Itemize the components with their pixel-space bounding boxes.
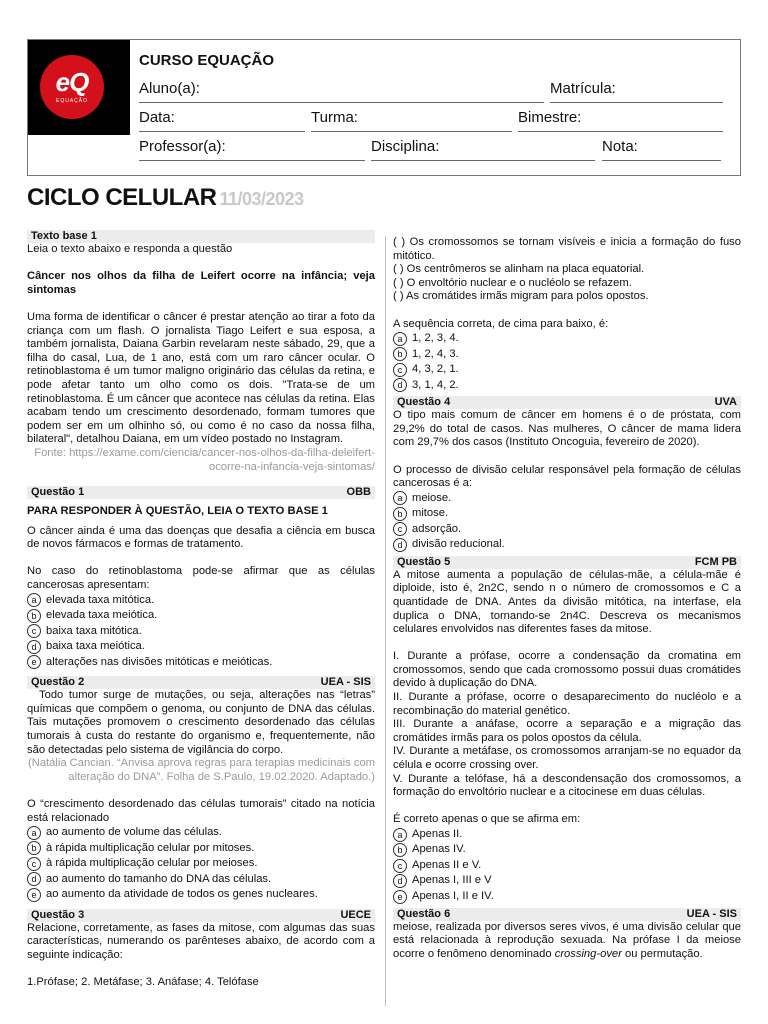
- option-text: alterações nas divisões mitóticas e meióticas.: [46, 655, 273, 668]
- option-letter-circle: b: [393, 347, 407, 361]
- option-text: à rápida multiplicação celular por meioses.: [46, 857, 258, 870]
- question-4-option-d[interactable]: [393, 537, 741, 553]
- question-2-option-e[interactable]: [27, 887, 375, 903]
- question-5-option-a[interactable]: [393, 827, 741, 843]
- option-text: 1, 2, 4, 3.: [412, 347, 459, 360]
- question-4-label: Questão 4: [397, 396, 451, 409]
- question-5-option-b[interactable]: [393, 843, 741, 859]
- option-letter-circle: b: [27, 841, 41, 855]
- question-1-origin: OBB: [346, 486, 371, 499]
- question-5-options: [393, 827, 741, 905]
- question-5-item: V. Durante a telófase, há a descondensação dos cromossomos, a formação do envoltório nuclear e a citocinese em duas células.: [393, 772, 741, 799]
- question-3-option-c[interactable]: [393, 362, 741, 378]
- question-5-item: IV. Durante a metáfase, os cromossomos arranjam-se no equador da célula e ocorre crossing over.: [393, 745, 741, 772]
- logo: [40, 55, 104, 119]
- option-text: meiose.: [412, 491, 452, 504]
- question-1-options: [27, 593, 375, 671]
- question-4-header: [393, 396, 741, 409]
- question-1-option-c[interactable]: [27, 624, 375, 640]
- question-5-item: I. Durante a prófase, ocorre a condensação da cromatina em cromossomos, sendo que cada cromossomo possui duas cromátides devido à duplicação do DNA.: [393, 650, 741, 690]
- question-1-instruction: PARA RESPONDER À QUESTÃO, LEIA O TEXTO BASE 1: [27, 505, 328, 518]
- option-text: divisão reducional.: [412, 538, 505, 551]
- option-text: baixa taxa mitótica.: [46, 624, 142, 637]
- question-5-option-d[interactable]: [393, 874, 741, 890]
- option-letter-circle: e: [27, 888, 41, 902]
- question-5-text: A mitose aumenta a população de células-mãe, a célula-mãe é diploide, isto é, 2n2C, sendo n o número de cromossomos e C a quantidade de DNA. Antes da divisão mitótica, na interfase, ela duplica o DNA, tornando-se 2n4C. Descreva os mecanismos celulares envolvidos nas diferentes fases da mitose.: [393, 568, 741, 636]
- question-4-prompt: O processo de divisão celular responsável pela formação de células cancerosas é a:: [393, 463, 741, 490]
- question-6-text: [393, 921, 741, 962]
- option-letter-circle: c: [393, 522, 407, 536]
- question-6-label: Questão 6: [397, 907, 451, 920]
- question-4-origin: UVA: [714, 396, 737, 409]
- question-1-label: Questão 1: [31, 486, 85, 499]
- matricula-field[interactable]: Matrícula:: [550, 80, 723, 103]
- option-letter-circle: a: [27, 593, 41, 607]
- question-3-options: [393, 331, 741, 393]
- question-2-origin: UEA - SIS: [320, 676, 371, 689]
- option-letter-circle: e: [393, 890, 407, 904]
- course-title: CURSO EQUAÇÃO: [139, 52, 275, 69]
- question-5-option-c[interactable]: [393, 858, 741, 874]
- option-letter-circle: a: [27, 826, 41, 840]
- logo-subtext: EQUAÇÃO: [55, 98, 88, 104]
- option-text: ao aumento da atividade de todos os genes nucleares.: [46, 888, 318, 901]
- option-text: ao aumento do tamanho do DNA das células.: [46, 872, 272, 885]
- texto-base-header: [27, 230, 375, 243]
- question-2-option-d[interactable]: [27, 872, 375, 888]
- question-4-option-a[interactable]: [393, 491, 741, 507]
- question-3-items: [393, 236, 741, 304]
- header-box: [27, 39, 741, 176]
- aluno-field[interactable]: Aluno(a):: [139, 80, 544, 103]
- article-source: Fonte: https://exame.com/ciencia/cancer-nos-olhos-da-filha-deleifert-ocorre-na-infancia-veja-sintomas/: [34, 446, 375, 473]
- option-text: elevada taxa mitótica.: [46, 593, 155, 606]
- texto-base-label: Texto base 1: [31, 230, 97, 242]
- option-letter-circle: c: [393, 363, 407, 377]
- question-2-header: [27, 676, 375, 689]
- option-text: adsorção.: [412, 522, 462, 535]
- question-1-header: [27, 486, 375, 499]
- question-4-option-b[interactable]: [393, 506, 741, 522]
- question-2-source: (Natália Cancian. “Anvisa aprova regras para terapias medicinais com alteração do DNA”. Folha de S.Paulo, 19.02.2020. Adaptado.): [28, 757, 375, 783]
- question-3-legend: 1.Prófase; 2. Metáfase; 3. Anáfase; 4. Telófase: [27, 975, 259, 988]
- question-3-item: ( ) O envoltório nuclear e o nucléolo se refazem.: [393, 276, 632, 289]
- option-text: baixa taxa meiótica.: [46, 640, 145, 653]
- question-2-prompt: O “crescimento desordenado das células tumorais” citado na notícia está relacionado: [27, 797, 375, 824]
- texto-base-instruction: Leia o texto abaixo e responda a questão: [27, 243, 233, 255]
- question-6-term: crossing-over: [554, 947, 622, 960]
- question-3-option-d[interactable]: [393, 378, 741, 394]
- option-text: Apenas II e V.: [412, 858, 482, 871]
- option-text: ao aumento de volume das células.: [46, 826, 223, 839]
- question-6-text-c: ou permutação.: [621, 947, 703, 960]
- question-2-text: Todo tumor surge de mutações, ou seja, alterações nas “letras” químicas que compõem o genoma, ou conjunto de DNA das células. Tais mutações promovem o crescimento desordenado das células tumorais à custa do restante do organismo e, frequentemente, não são detectadas pelo sistema de vigilância do corpo.: [27, 689, 375, 756]
- question-4-text: O tipo mais comum de câncer em homens é o de próstata, com 29,2% do total de casos. Nas mulheres, O câncer de mama lidera com 29,7% dos casos (Instituto Oncoguia, fevereiro de 2020).: [393, 409, 741, 449]
- option-text: 4, 3, 2, 1.: [412, 363, 459, 376]
- question-5-prompt: É correto apenas o que se afirma em:: [393, 813, 581, 826]
- right-column: [393, 236, 741, 961]
- logo-block: [28, 40, 130, 135]
- question-3-header: [27, 909, 375, 922]
- option-text: à rápida multiplicação celular por mitoses.: [46, 841, 255, 854]
- option-letter-circle: d: [393, 538, 407, 552]
- title-date: 11/03/2023: [219, 189, 304, 209]
- option-text: Apenas I, III e V: [412, 874, 492, 887]
- option-text: 3, 1, 4, 2.: [412, 378, 459, 391]
- question-1-option-a[interactable]: [27, 593, 375, 609]
- disciplina-field[interactable]: Disciplina:: [371, 138, 595, 161]
- question-3-origin: UECE: [340, 908, 371, 921]
- professor-field[interactable]: Professor(a):: [139, 138, 365, 161]
- question-3-text: Relacione, corretamente, as fases da mitose, com algumas das suas características, numerando os parênteses abaixo, de acordo com a seguinte indicação:: [27, 921, 375, 961]
- question-2-option-b[interactable]: [27, 841, 375, 857]
- left-column: [27, 230, 375, 990]
- question-5-item: II. Durante a prófase, ocorre o desaparecimento do nucléolo e a recombinação do material genético.: [393, 691, 741, 717]
- question-5-label: Questão 5: [397, 555, 451, 568]
- option-letter-circle: d: [27, 872, 41, 886]
- question-1-option-d[interactable]: [27, 639, 375, 655]
- option-text: Apenas II.: [412, 827, 463, 840]
- turma-field[interactable]: Turma:: [311, 109, 512, 132]
- question-1-text: O câncer ainda é uma das doenças que desafia a ciência em busca de novos fármacos e formas de tratamento.: [27, 524, 375, 551]
- question-4-options: [393, 491, 741, 553]
- question-3-option-a[interactable]: [393, 331, 741, 347]
- option-letter-circle: b: [393, 843, 407, 857]
- question-5-header: [393, 556, 741, 569]
- option-letter-circle: b: [393, 507, 407, 521]
- question-1-option-e[interactable]: [27, 655, 375, 671]
- column-divider: [385, 236, 386, 1006]
- option-letter-circle: d: [393, 378, 407, 392]
- nota-field[interactable]: Nota:: [602, 138, 721, 161]
- question-5-items: [393, 650, 741, 800]
- question-3-prompt: A sequência correta, de cima para baixo, é:: [393, 317, 609, 330]
- question-6-header: [393, 908, 741, 921]
- option-letter-circle: c: [27, 624, 41, 638]
- option-text: 1, 2, 3, 4.: [412, 332, 459, 345]
- article-body: Uma forma de identificar o câncer é prestar atenção ao tirar a foto da criança com um flash. O jornalista Tiago Leifert e sua esposa, a também jornalista, Daiana Garbin revelaram neste sábado, 29, que a filha do casal, Lua, de 1 ano, está com um raro câncer ocular. O retinoblastoma é um tumor maligno originário das células da retina, e pode afetar tanto um olho como os dois. "Trata-se de um retinoblastoma. É um câncer que acontece nas células da retina. Elas acabam tendo um crescimento desordenado, formam tumores que podem ser em um olhinho só, ou como é no caso da nossa filha, bilateral", detalhou Daiana, em um vídeo postado no Instagram.: [27, 310, 375, 446]
- question-6-text-a: meiose, realizada por diversos seres vivos, é uma divisão celular que está relacionada à reprodução sexuada. Na prófase I da meiose ocorre o fenômeno denominado: [393, 920, 741, 960]
- question-6-origin: UEA - SIS: [686, 907, 737, 920]
- question-3-item: ( ) As cromátides irmãs migram para polos opostos.: [393, 290, 649, 303]
- question-5-item: III. Durante a anáfase, ocorre a separação e a migração das cromátides irmãs para os polos opostos da célula.: [393, 718, 741, 744]
- question-3-option-b[interactable]: [393, 347, 741, 363]
- question-2-label: Questão 2: [31, 676, 85, 689]
- question-5-origin: FCM PB: [694, 555, 737, 568]
- option-letter-circle: e: [27, 655, 41, 669]
- question-1-option-b[interactable]: [27, 608, 375, 624]
- logo-text: eQ: [55, 67, 89, 97]
- question-5-option-e[interactable]: [393, 889, 741, 905]
- article-headline: Câncer nos olhos da filha de Leifert ocorre na infância; veja sintomas: [27, 270, 375, 296]
- question-3-label: Questão 3: [31, 908, 85, 921]
- option-text: Apenas I, II e IV.: [412, 889, 494, 902]
- option-letter-circle: c: [393, 859, 407, 873]
- option-letter-circle: d: [393, 874, 407, 888]
- title-text: CICLO CELULAR: [27, 184, 217, 211]
- option-text: mitose.: [412, 507, 449, 520]
- question-3-item: ( ) Os centrômeros se alinham na placa equatorial.: [393, 263, 645, 276]
- option-letter-circle: a: [393, 491, 407, 505]
- question-4-option-c[interactable]: [393, 522, 741, 538]
- question-2-options: [27, 825, 375, 903]
- bimestre-field[interactable]: Bimestre:: [518, 109, 723, 132]
- question-2-option-c[interactable]: [27, 856, 375, 872]
- question-3-item: ( ) Os cromossomos se tornam visíveis e inicia a formação do fuso mitótico.: [393, 236, 741, 262]
- data-field[interactable]: Data:: [139, 109, 305, 132]
- option-letter-circle: b: [27, 609, 41, 623]
- option-text: elevada taxa meiótica.: [46, 609, 158, 622]
- option-letter-circle: c: [27, 857, 41, 871]
- question-2-option-a[interactable]: [27, 825, 375, 841]
- page-title: [27, 184, 304, 212]
- option-letter-circle: a: [393, 828, 407, 842]
- option-letter-circle: a: [393, 332, 407, 346]
- question-1-prompt: No caso do retinoblastoma pode-se afirmar que as células cancerosas apresentam:: [27, 565, 375, 592]
- option-text: Apenas IV.: [412, 843, 466, 856]
- option-letter-circle: d: [27, 640, 41, 654]
